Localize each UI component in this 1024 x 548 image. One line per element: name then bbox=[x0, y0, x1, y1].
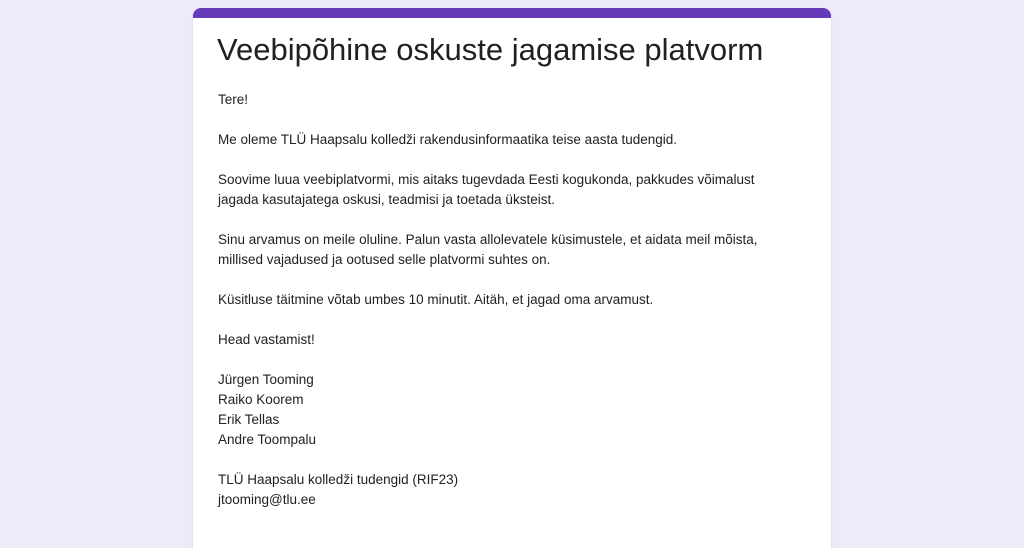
author-name: Jürgen Tooming bbox=[218, 372, 314, 387]
form-description bbox=[218, 90, 818, 530]
contact-block bbox=[218, 470, 818, 510]
form-accent-bar bbox=[193, 8, 831, 18]
contact-email: jtooming@tlu.ee bbox=[218, 492, 316, 507]
request-line: millised vajadused ja ootused selle platvormi suhtes on. bbox=[218, 252, 551, 267]
purpose-line: Soovime luua veebiplatvormi, mis aitaks tugevdada Eesti kogukonda, pakkudes võimalust bbox=[218, 172, 755, 187]
affiliation-text: TLÜ Haapsalu kolledži tudengid (RIF23) bbox=[218, 472, 459, 487]
form-header-card bbox=[193, 8, 831, 548]
intro-text: Me oleme TLÜ Haapsalu kolledži rakendusinformaatika teise aasta tudengid. bbox=[218, 132, 678, 147]
form-title: Veebipõhine oskuste jagamise platvorm bbox=[217, 32, 764, 67]
closing-text: Head vastamist! bbox=[218, 332, 315, 347]
author-name: Raiko Koorem bbox=[218, 392, 304, 407]
author-name: Andre Toompalu bbox=[218, 432, 317, 447]
author-name: Erik Tellas bbox=[218, 412, 280, 427]
request-text bbox=[218, 230, 818, 270]
author-list bbox=[218, 370, 818, 450]
greeting-text: Tere! bbox=[218, 92, 249, 107]
purpose-line: jagada kasutajatega oskusi, teadmisi ja toetada üksteist. bbox=[218, 192, 555, 207]
duration-text: Küsitluse täitmine võtab umbes 10 minutit. Aitäh, et jagad oma arvamust. bbox=[218, 292, 654, 307]
purpose-text bbox=[218, 170, 818, 210]
request-line: Sinu arvamus on meile oluline. Palun vasta allolevatele küsimustele, et aidata meil mõista, bbox=[218, 232, 758, 247]
